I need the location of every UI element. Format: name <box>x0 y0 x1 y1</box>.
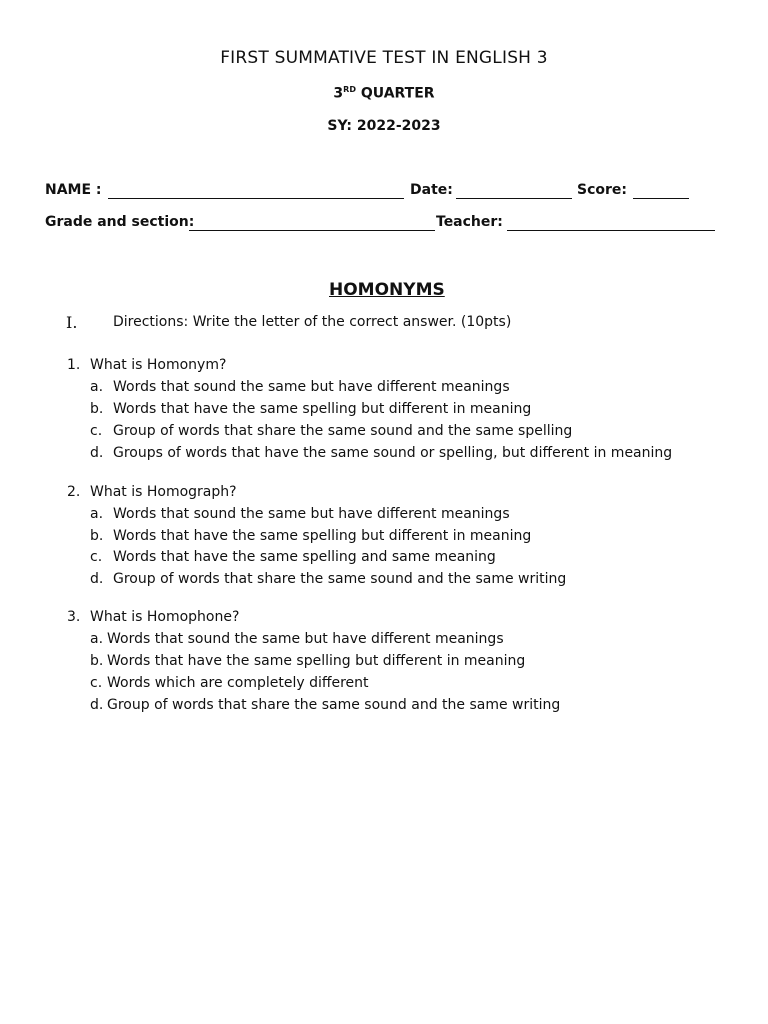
choice-letter: d. <box>90 571 104 587</box>
grade-section-label: Grade and section: <box>45 214 195 230</box>
date-label: Date: <box>410 182 453 198</box>
question-number: 3. <box>67 609 81 625</box>
choice-letter: a. <box>90 506 104 522</box>
choice-letter: b. <box>90 401 104 417</box>
choice-letter: d. <box>90 445 104 461</box>
roman-numeral: I. <box>66 313 78 332</box>
choice-text: Groups of words that have the same sound or spelling, but different in meaning <box>113 445 673 461</box>
directions-label: Directions: <box>113 314 189 330</box>
directions <box>113 314 511 330</box>
question-text: What is Homograph? <box>90 484 237 500</box>
choice-text: Words that have the same spelling but different in meaning <box>113 528 532 544</box>
choice-text: Words which are completely different <box>107 675 369 691</box>
quarter-word: QUARTER <box>360 85 435 102</box>
quarter-number: 3 <box>333 85 344 102</box>
score-field[interactable] <box>633 198 689 199</box>
choice-text: Group of words that share the same sound and the same writing <box>107 697 561 713</box>
choice-text: Words that sound the same but have different meanings <box>107 631 504 647</box>
directions-text: Write the letter of the correct answer. (10pts) <box>192 314 512 330</box>
school-year: SY: 2022-2023 <box>327 118 441 134</box>
choice-letter: b. <box>90 653 104 669</box>
choice-text: Group of words that share the same sound and the same spelling <box>113 423 573 439</box>
choice-letter: c. <box>90 423 103 439</box>
question-text: What is Homonym? <box>90 357 227 373</box>
teacher-label: Teacher: <box>436 214 503 230</box>
name-field[interactable] <box>108 198 404 199</box>
choice-text: Words that sound the same but have different meanings <box>113 506 510 522</box>
date-field[interactable] <box>456 198 572 199</box>
choice-letter: b. <box>90 528 104 544</box>
grade-section-field[interactable] <box>189 230 435 231</box>
test-title: FIRST SUMMATIVE TEST IN ENGLISH 3 <box>220 48 548 68</box>
quarter-label <box>0 85 768 102</box>
choice-text: Words that have the same spelling but different in meaning <box>107 653 526 669</box>
teacher-field[interactable] <box>507 230 715 231</box>
choice-text: Group of words that share the same sound and the same writing <box>113 571 567 587</box>
question-number: 2. <box>67 484 81 500</box>
choice-letter: c. <box>90 675 103 691</box>
choice-letter: a. <box>90 631 104 647</box>
name-label: NAME : <box>45 182 102 198</box>
question-number: 1. <box>67 357 81 373</box>
quarter-ordinal: RD <box>343 85 356 94</box>
section-heading: HOMONYMS <box>329 280 445 300</box>
choice-letter: d. <box>90 697 104 713</box>
score-label: Score: <box>577 182 627 198</box>
choice-letter: c. <box>90 549 103 565</box>
question-text: What is Homophone? <box>90 609 240 625</box>
choice-letter: a. <box>90 379 104 395</box>
choice-text: Words that have the same spelling but different in meaning <box>113 401 532 417</box>
choice-text: Words that sound the same but have different meanings <box>113 379 510 395</box>
choice-text: Words that have the same spelling and same meaning <box>113 549 496 565</box>
